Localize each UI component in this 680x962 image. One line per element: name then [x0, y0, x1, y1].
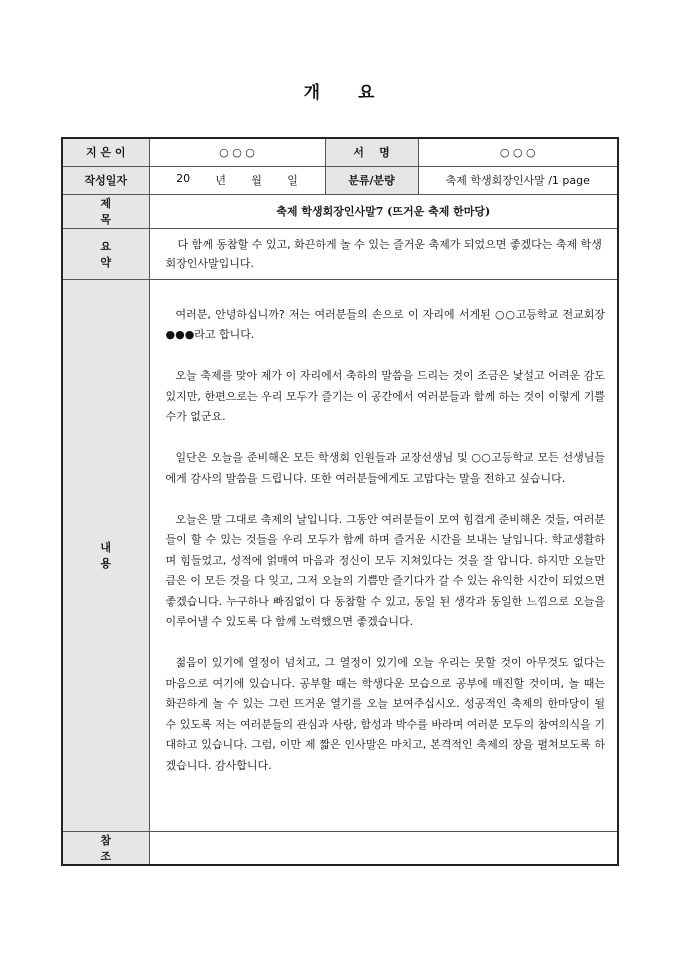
content-paragraph: 오늘 축제를 맞아 제가 이 자리에서 축하의 말씀을 드리는 것이 조금은 낯설고 어려운 감도 있지만, 한편으로는 우리 모두가 즐기는 이 공간에서 여러분들과 함께 하는 것이 이렇게 기쁠 수가 없군요.: [165, 369, 605, 423]
row-subject: [62, 194, 618, 228]
content-label: 내 용: [62, 279, 149, 831]
content-body: [149, 279, 618, 831]
category-value: 축제 학생회장인사말 /1 page: [418, 166, 618, 194]
summary-label: 요 약: [62, 228, 149, 279]
summary-value: 다 함께 동참할 수 있고, 화끈하게 놀 수 있는 즐거운 축제가 되었으면 좋겠다는 축제 학생회장인사말입니다.: [149, 228, 618, 279]
row-content: [62, 279, 618, 831]
date-year-unit: 년: [215, 174, 227, 187]
content-paragraph: 여러분, 안녕하십니까? 저는 여러분들의 손으로 이 자리에 서게된 ○○고등학교 전교회장 ●●●라고 합니다.: [165, 307, 605, 341]
date-month-unit: 월: [251, 174, 262, 187]
content-paragraph: 오늘은 말 그대로 축제의 날입니다. 그동안 여러분들이 모여 힘겹게 준비해온 것들, 여러분들이 할 수 있는 것들을 우리 모두가 함께 하며 즐거운 시간을 보내는 날입니다. 학교생활하며 힘들었고, 성적에 얽매여 마음과 정신이 모두 지쳐있다는 것을 잘 압니다. 하지만 오늘만큼은 이 모든 것을 다 잊고, 그저 오늘의 기쁨만 즐기다가 갈 수 있는 유익한 시간이 되었으면 좋겠습니다. 누구하나 빠짐없이 다 동참할 수 있고, 동일 된 생각과 동일한 느낌으로 오늘을 이루어낼 수 있도록 다 함께 노력했으면 좋겠습니다.: [165, 512, 605, 628]
author-label: 지 은 이: [62, 138, 149, 166]
title-char-1: 개: [303, 83, 323, 103]
content-paragraph: 일단은 오늘을 준비해온 모든 학생회 인원들과 교장선생님 및 ○○고등학교 모든 선생님들에게 감사의 말씀을 드립니다. 또한 여러분들에게도 고맙다는 말을 전하고 싶습니다.: [165, 451, 605, 485]
reference-value: [149, 831, 618, 865]
row-reference: [62, 831, 618, 865]
document-title: [0, 78, 680, 103]
signature-value: ○ ○ ○: [418, 138, 618, 166]
content-paragraph: 젊음이 있기에 열정이 넘치고, 그 열정이 있기에 오늘 우리는 못할 것이 아무것도 없다는 마음으로 여기에 있습니다. 공부할 때는 학생다운 모습으로 공부에 매진할 것이며, 놀 때는 화끈하게 놀 수 있는 그런 뜨거운 열기를 오늘 보여주십시오. 성공적인 축제의 한마당이 될 수 있도록 저는 여러분들의 관심과 사랑, 함성과 박수를 바라며 여러분 모두의 참여의식을 기대하고 있습니다. 그럼, 이만 제 짧은 인사말은 마치고, 본격적인 축제의 장을 펼쳐보도록 하겠습니다. 감사합니다.: [165, 656, 605, 772]
date-label: 작성일자: [62, 166, 149, 194]
date-day-unit: 일: [287, 174, 298, 187]
date-year: 20: [176, 172, 191, 185]
row-summary: [62, 228, 618, 279]
signature-label: 서 명: [325, 138, 418, 166]
row-date: [62, 166, 618, 194]
reference-label: 참 조: [62, 831, 149, 865]
date-value: [149, 166, 325, 194]
subject-value: 축제 학생회장인사말7 (뜨거운 축제 한마당): [149, 194, 618, 228]
row-author: [62, 138, 618, 166]
author-value: ○ ○ ○: [149, 138, 325, 166]
subject-label: 제 목: [62, 194, 149, 228]
title-char-2: 요: [357, 83, 377, 103]
category-label: 분류/분량: [325, 166, 418, 194]
overview-table: [61, 137, 619, 866]
